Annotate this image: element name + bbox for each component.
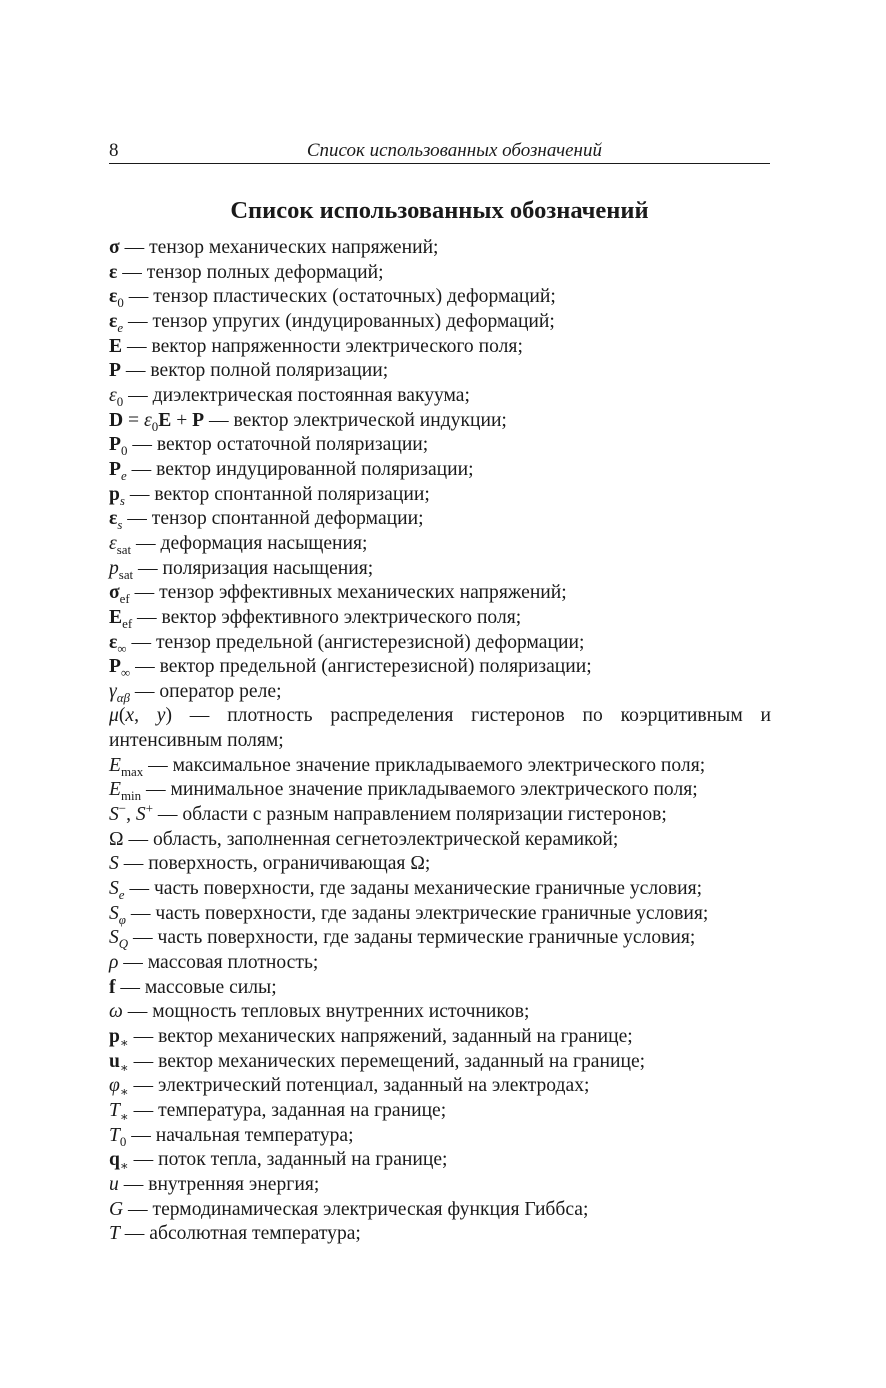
symbol: u	[109, 1173, 119, 1195]
list-item	[109, 1074, 771, 1099]
symbol-description: — оператор реле;	[129, 680, 282, 702]
symbol-description: — тензор механических напряжений;	[119, 237, 439, 258]
symbol: $S_Q$	[109, 927, 129, 952]
symbol-description: — массовая плотность;	[118, 952, 319, 974]
symbol-description: — вектор напряженности электрического поля;	[122, 335, 523, 357]
symbol: $D = \varepsilon_0E + P$	[109, 409, 205, 434]
symbol: S	[109, 853, 119, 875]
section-heading: Список использованных обозначений	[230, 197, 649, 224]
list-item	[109, 828, 771, 853]
symbol: ρ	[109, 952, 119, 974]
list-item	[109, 532, 771, 557]
symbol-description: — вектор остаточной поляризации;	[127, 434, 429, 456]
list-item	[109, 507, 771, 532]
symbol: $\varepsilon_e$	[109, 310, 124, 335]
list-item	[109, 852, 771, 877]
header-rule	[109, 163, 770, 164]
symbol-description: — тензор пластических (остаточных) деформаций;	[123, 286, 556, 308]
symbol-description: — вектор электрической индукции;	[204, 409, 507, 431]
list-item	[109, 384, 771, 409]
symbol: σ	[109, 237, 120, 258]
symbol-description: — вектор спонтанной поляризации;	[124, 483, 430, 505]
list-item	[109, 655, 771, 680]
running-head-title: Список использованных обозначений	[306, 140, 602, 161]
list-item	[109, 335, 771, 360]
symbol-description: — вектор механических напряжений, заданный на границе;	[128, 1026, 633, 1047]
list-item	[109, 1050, 771, 1075]
symbol-description: — внутренняя энергия;	[118, 1173, 320, 1195]
symbol-description: — массовые силы;	[115, 976, 277, 998]
symbol-description: — поток тепла, заданный на границе;	[128, 1149, 448, 1171]
symbol: ε	[109, 261, 118, 283]
list-item	[109, 483, 771, 508]
symbol-description: — плотность распределения гистеронов по коэрцитивным и интенсивным полям;	[109, 705, 772, 752]
list-item	[109, 680, 771, 705]
symbol-description: — поверхность, ограничивающая Ω;	[118, 853, 431, 875]
symbol: $\varphi_∗$	[109, 1075, 129, 1100]
list-item	[109, 976, 771, 1001]
symbol: $P_0$	[109, 434, 128, 459]
symbol: $E_{ef}$	[109, 606, 133, 631]
symbol: $p_s$	[109, 483, 125, 508]
symbol-description: — часть поверхности, где заданы термические граничные условия;	[128, 927, 696, 949]
symbol: P	[109, 360, 121, 382]
notation-list	[109, 236, 771, 1247]
symbol: $\varepsilon_\infty$	[109, 631, 127, 656]
list-item	[109, 606, 771, 631]
symbol-description: — часть поверхности, где заданы электрические граничные условия;	[125, 902, 709, 924]
list-item	[109, 458, 771, 483]
symbol-description: — начальная температура;	[126, 1124, 354, 1146]
list-item	[109, 1099, 771, 1124]
list-item	[109, 557, 771, 582]
list-item	[109, 951, 771, 976]
list-item	[109, 1124, 771, 1149]
symbol-description: — вектор индуцированной поляризации;	[126, 458, 474, 480]
list-item	[109, 1025, 771, 1050]
symbol: S−, S+	[109, 800, 153, 826]
symbol-description: — температура, заданная на границе;	[128, 1099, 447, 1121]
symbol-description: — диэлектрическая постоянная вакуума;	[123, 384, 470, 406]
list-item	[109, 800, 771, 828]
symbol-description: — тензор эффективных механических напряжений;	[129, 582, 567, 604]
symbol: $u_∗$	[109, 1050, 129, 1075]
symbol-description: — термодинамическая электрическая функция Гиббса;	[123, 1198, 589, 1220]
symbol-description: — тензор спонтанной деформации;	[122, 508, 424, 530]
list-item	[109, 1222, 771, 1247]
symbol-description: — мощность тепловых внутренних источников;	[122, 1001, 530, 1023]
symbol-description: — области с разным направлением поляризации гистеронов;	[152, 804, 667, 826]
symbol-description: — тензор упругих (индуцированных) деформаций;	[123, 310, 555, 332]
list-item	[109, 310, 771, 335]
symbol: $P_e$	[109, 458, 127, 483]
symbol-description: — тензор полных деформаций;	[117, 261, 384, 283]
symbol: $p_{sat}$	[109, 557, 134, 582]
list-item	[109, 1198, 771, 1223]
symbol: Ω	[109, 828, 124, 850]
list-item	[109, 433, 771, 458]
symbol: G	[109, 1198, 124, 1220]
symbol: $S_\varphi$	[109, 902, 126, 927]
symbol: $S_e$	[109, 878, 125, 902]
symbol: μ(x, y)	[109, 705, 173, 727]
symbol-description: — деформация насыщения;	[131, 532, 368, 554]
list-item	[109, 778, 771, 803]
list-item	[109, 902, 771, 927]
list-item	[109, 409, 771, 434]
list-item	[109, 1000, 771, 1025]
list-item	[109, 236, 771, 261]
symbol: $q_∗$	[109, 1149, 129, 1174]
symbol-description: — часть поверхности, где заданы механические граничные условия;	[124, 878, 703, 900]
symbol-description: — максимальное значение прикладываемого электрического поля;	[143, 754, 706, 776]
symbol: T	[109, 1223, 120, 1245]
list-item	[109, 1173, 771, 1198]
symbol: ω	[109, 1001, 123, 1023]
symbol: $E_{max}$	[109, 754, 144, 779]
symbol-description: — вектор механических перемещений, заданный на границе;	[128, 1050, 646, 1072]
symbol-description: — область, заполненная сегнетоэлектрической керамикой;	[123, 828, 619, 850]
symbol: $p_∗$	[109, 1026, 129, 1050]
list-item	[109, 926, 771, 951]
symbol: $\gamma_{\alpha\beta}$	[109, 680, 130, 705]
symbol-description: — вектор предельной (ангистерезисной) поляризации;	[130, 656, 592, 678]
symbol-description: — тензор предельной (ангистерезисной) деформации;	[126, 631, 585, 653]
list-item	[109, 359, 771, 384]
list-item	[109, 754, 771, 779]
symbol-description: — минимальное значение прикладываемого электрического поля;	[141, 779, 698, 801]
symbol: $\varepsilon_s$	[109, 508, 123, 533]
symbol-description: — вектор эффективного электрического поля;	[132, 606, 522, 628]
symbol: $\varepsilon_{sat}$	[109, 532, 132, 557]
symbol: $\varepsilon_0$	[109, 384, 124, 409]
list-item	[109, 581, 771, 606]
symbol-description: — электрический потенциал, заданный на электродах;	[128, 1075, 590, 1097]
symbol-description: — абсолютная температура;	[119, 1223, 361, 1245]
list-item	[109, 631, 771, 656]
symbol: $T_0$	[109, 1124, 127, 1149]
list-item	[109, 877, 771, 902]
page-number: 8	[109, 140, 119, 161]
symbol: $P_\infty$	[109, 656, 131, 681]
list-item	[109, 261, 771, 286]
symbol: $E_{min}$	[109, 779, 142, 804]
list-item	[109, 1148, 771, 1173]
symbol: $T_∗$	[109, 1099, 129, 1124]
symbol: f	[109, 976, 116, 998]
symbol: $\sigma_{ef}$	[109, 582, 130, 607]
symbol-description: — вектор полной поляризации;	[120, 360, 389, 382]
running-head	[109, 138, 770, 164]
list-item	[109, 285, 771, 310]
symbol: E	[109, 335, 123, 357]
symbol-description: — поляризация насыщения;	[133, 557, 374, 579]
symbol: $\varepsilon_0$	[109, 286, 124, 311]
list-item	[109, 704, 771, 753]
